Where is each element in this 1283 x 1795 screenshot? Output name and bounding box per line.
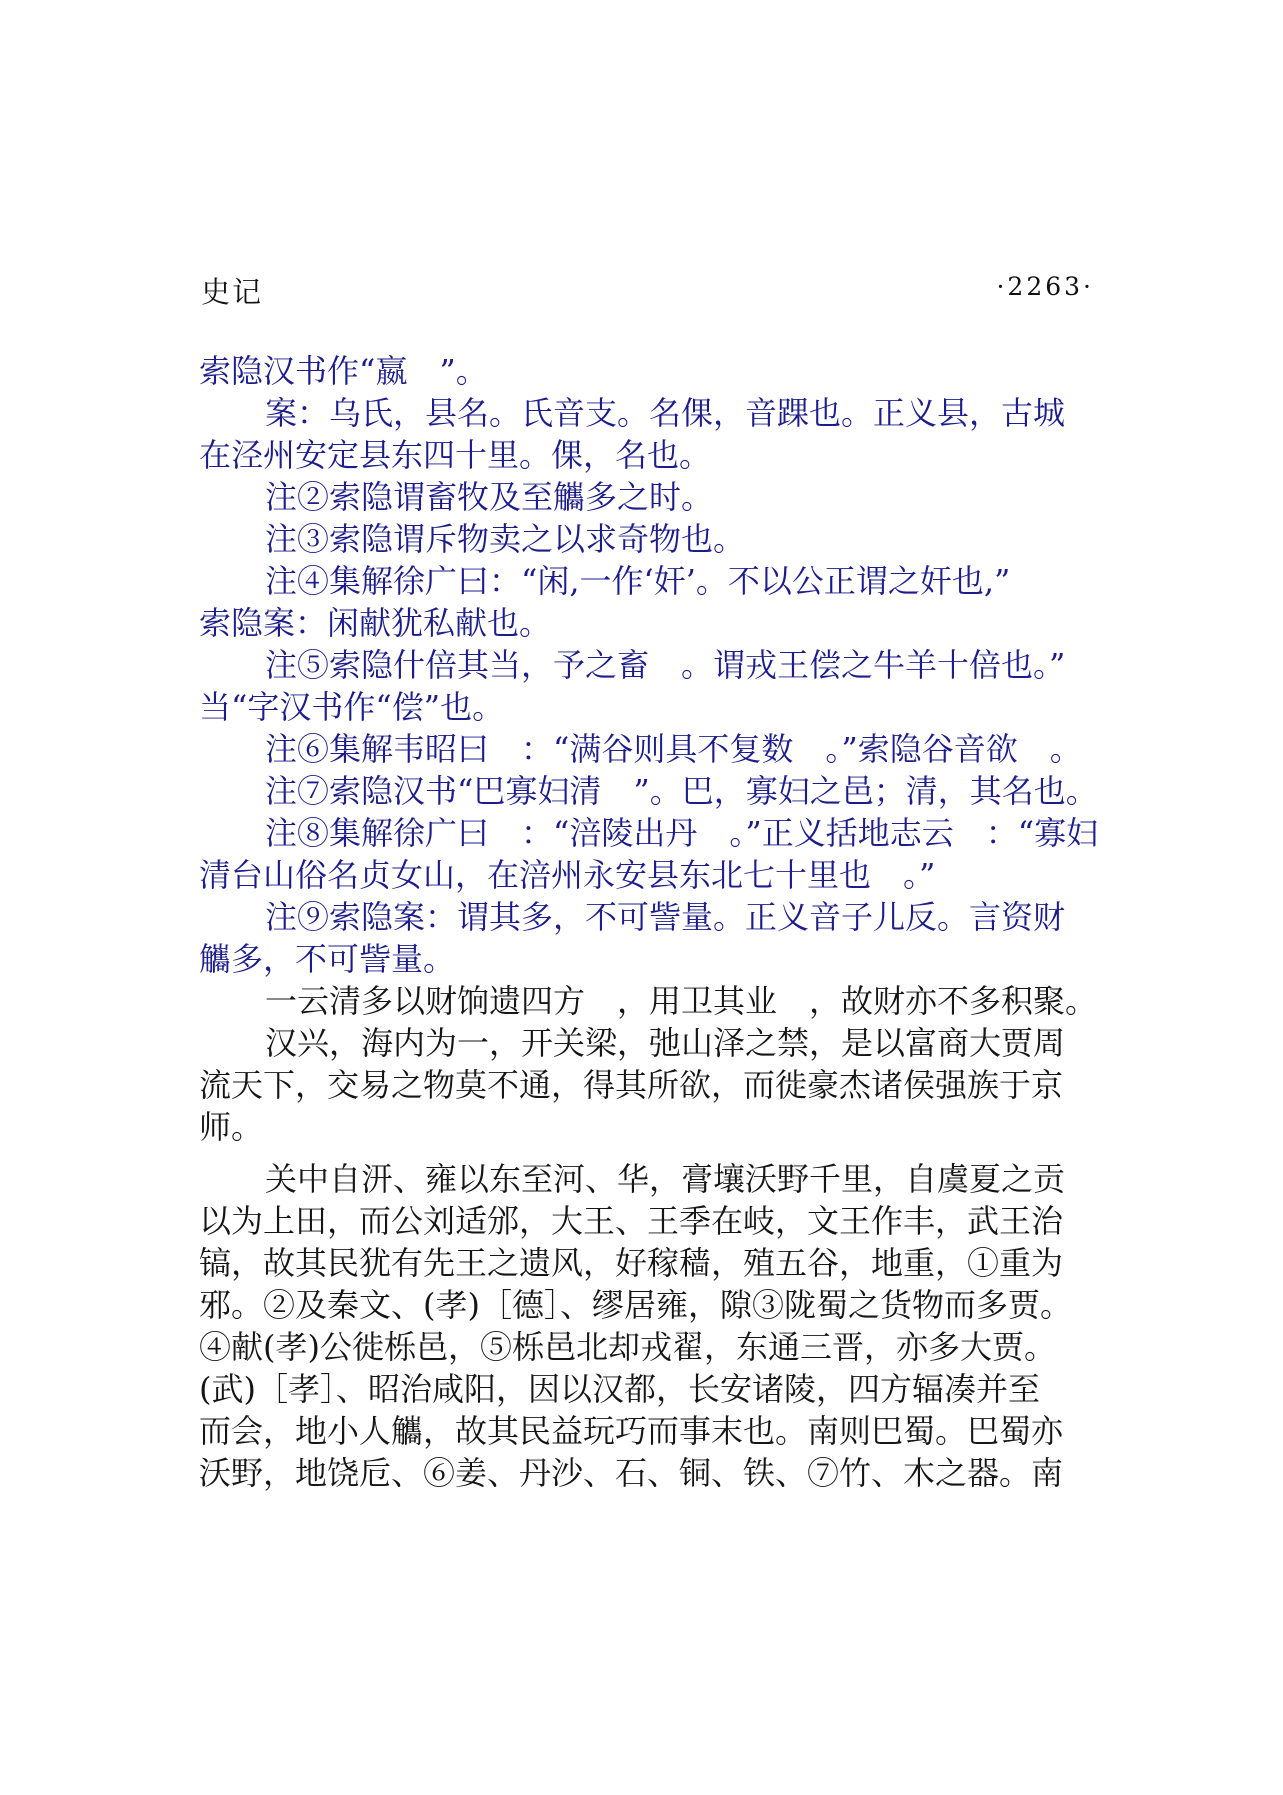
annotation-block (199, 350, 1109, 980)
body-line: 而会，地小人觿，故其民益玩巧而事末也。南则巴蜀。巴蜀亦 (199, 1412, 1064, 1450)
body-line: 邪。②及秦文、(孝)［德］、缪居雍，隙③陇蜀之货物而多贾。 (199, 1286, 1072, 1324)
annotation-line: 注⑦索隐汉书“巴寡妇清 ”。巴，寡妇之邑；清，其名也。 (265, 772, 1098, 810)
body-paragraph (199, 1158, 1109, 1494)
body-line: 一云清多以财饷遗四方 ，用卫其业 ，故财亦不多积聚。 (265, 982, 1098, 1020)
body-paragraph (199, 980, 1109, 1022)
annotation-line: 注④集解徐广曰：“闲,一作‘奸’。不以公正谓之奸也,” (265, 562, 1011, 600)
annotation-line: 注⑤索隐什倍其当，予之畜 。谓戎王偿之牛羊十倍也。” (265, 646, 1066, 684)
annotation-line: 当“字汉书作“偿”也。 (199, 688, 505, 726)
annotation-line: 清台山俗名贞女山，在涪州永安县东北七十里也 。” (199, 856, 936, 894)
annotation-line: 案：乌氏，县名。氏音支。名倮，音踝也。正义县，古城 (265, 394, 1066, 432)
annotation-line: 索隐汉书作“嬴 ”。 (199, 352, 488, 390)
body-line: (武)［孝］、昭治咸阳，因以汉都，长安诸陵，四方辐凑并至 (199, 1370, 1040, 1408)
page-header (201, 270, 1094, 320)
body-line: 沃野，地饶卮、⑥姜、丹沙、石、铜、铁、⑦竹、木之器。南 (199, 1454, 1064, 1492)
annotation-line: 注⑥集解韦昭曰 ：“满谷则具不复数 。”索隐谷音欲 。 (265, 730, 1082, 768)
body-paragraph (199, 1022, 1109, 1148)
body-line: 以为上田，而公刘适邠，大王、王季在岐，文王作丰，武王治 (199, 1202, 1064, 1240)
body-line: ④献(孝)公徙栎邑，⑤栎邑北却戎翟，东通三晋，亦多大贾。 (199, 1328, 1056, 1366)
annotation-line: 注⑧集解徐广曰 ：“涪陵出丹 。”正义括地志云 ：“寡妇 (265, 814, 1099, 852)
body-line: 师。 (199, 1108, 264, 1146)
annotation-line: 索隐案：闲献犹私献也。 (199, 604, 552, 642)
body-line: 关中自汧、雍以东至河、华，膏壤沃野千里，自虞夏之贡 (265, 1160, 1066, 1198)
page-content (199, 350, 1109, 1494)
body-line: 流天下，交易之物莫不通，得其所欲，而徙豪杰诸侯强族于京 (199, 1066, 1064, 1104)
page-number: ·2263· (996, 272, 1094, 301)
annotation-line: 注⑨索隐案：谓其多，不可訾量。正义音子儿反。言资财 (265, 898, 1066, 936)
body-line: 汉兴，海内为一，开关梁，弛山泽之禁，是以富商大贾周 (265, 1024, 1066, 1062)
annotation-line: 注③索隐谓斥物卖之以求奇物也。 (265, 520, 746, 558)
paragraph-gap (199, 1148, 1109, 1158)
book-title: 史记 (201, 275, 264, 309)
annotation-line: 觿多，不可訾量。 (199, 940, 456, 978)
body-line: 镐，故其民犹有先王之遗风，好稼穑，殖五谷，地重，①重为 (199, 1244, 1064, 1282)
annotation-line: 在泾州安定县东四十里。倮，名也。 (199, 436, 712, 474)
annotation-line: 注②索隐谓畜牧及至觿多之时。 (265, 478, 714, 516)
